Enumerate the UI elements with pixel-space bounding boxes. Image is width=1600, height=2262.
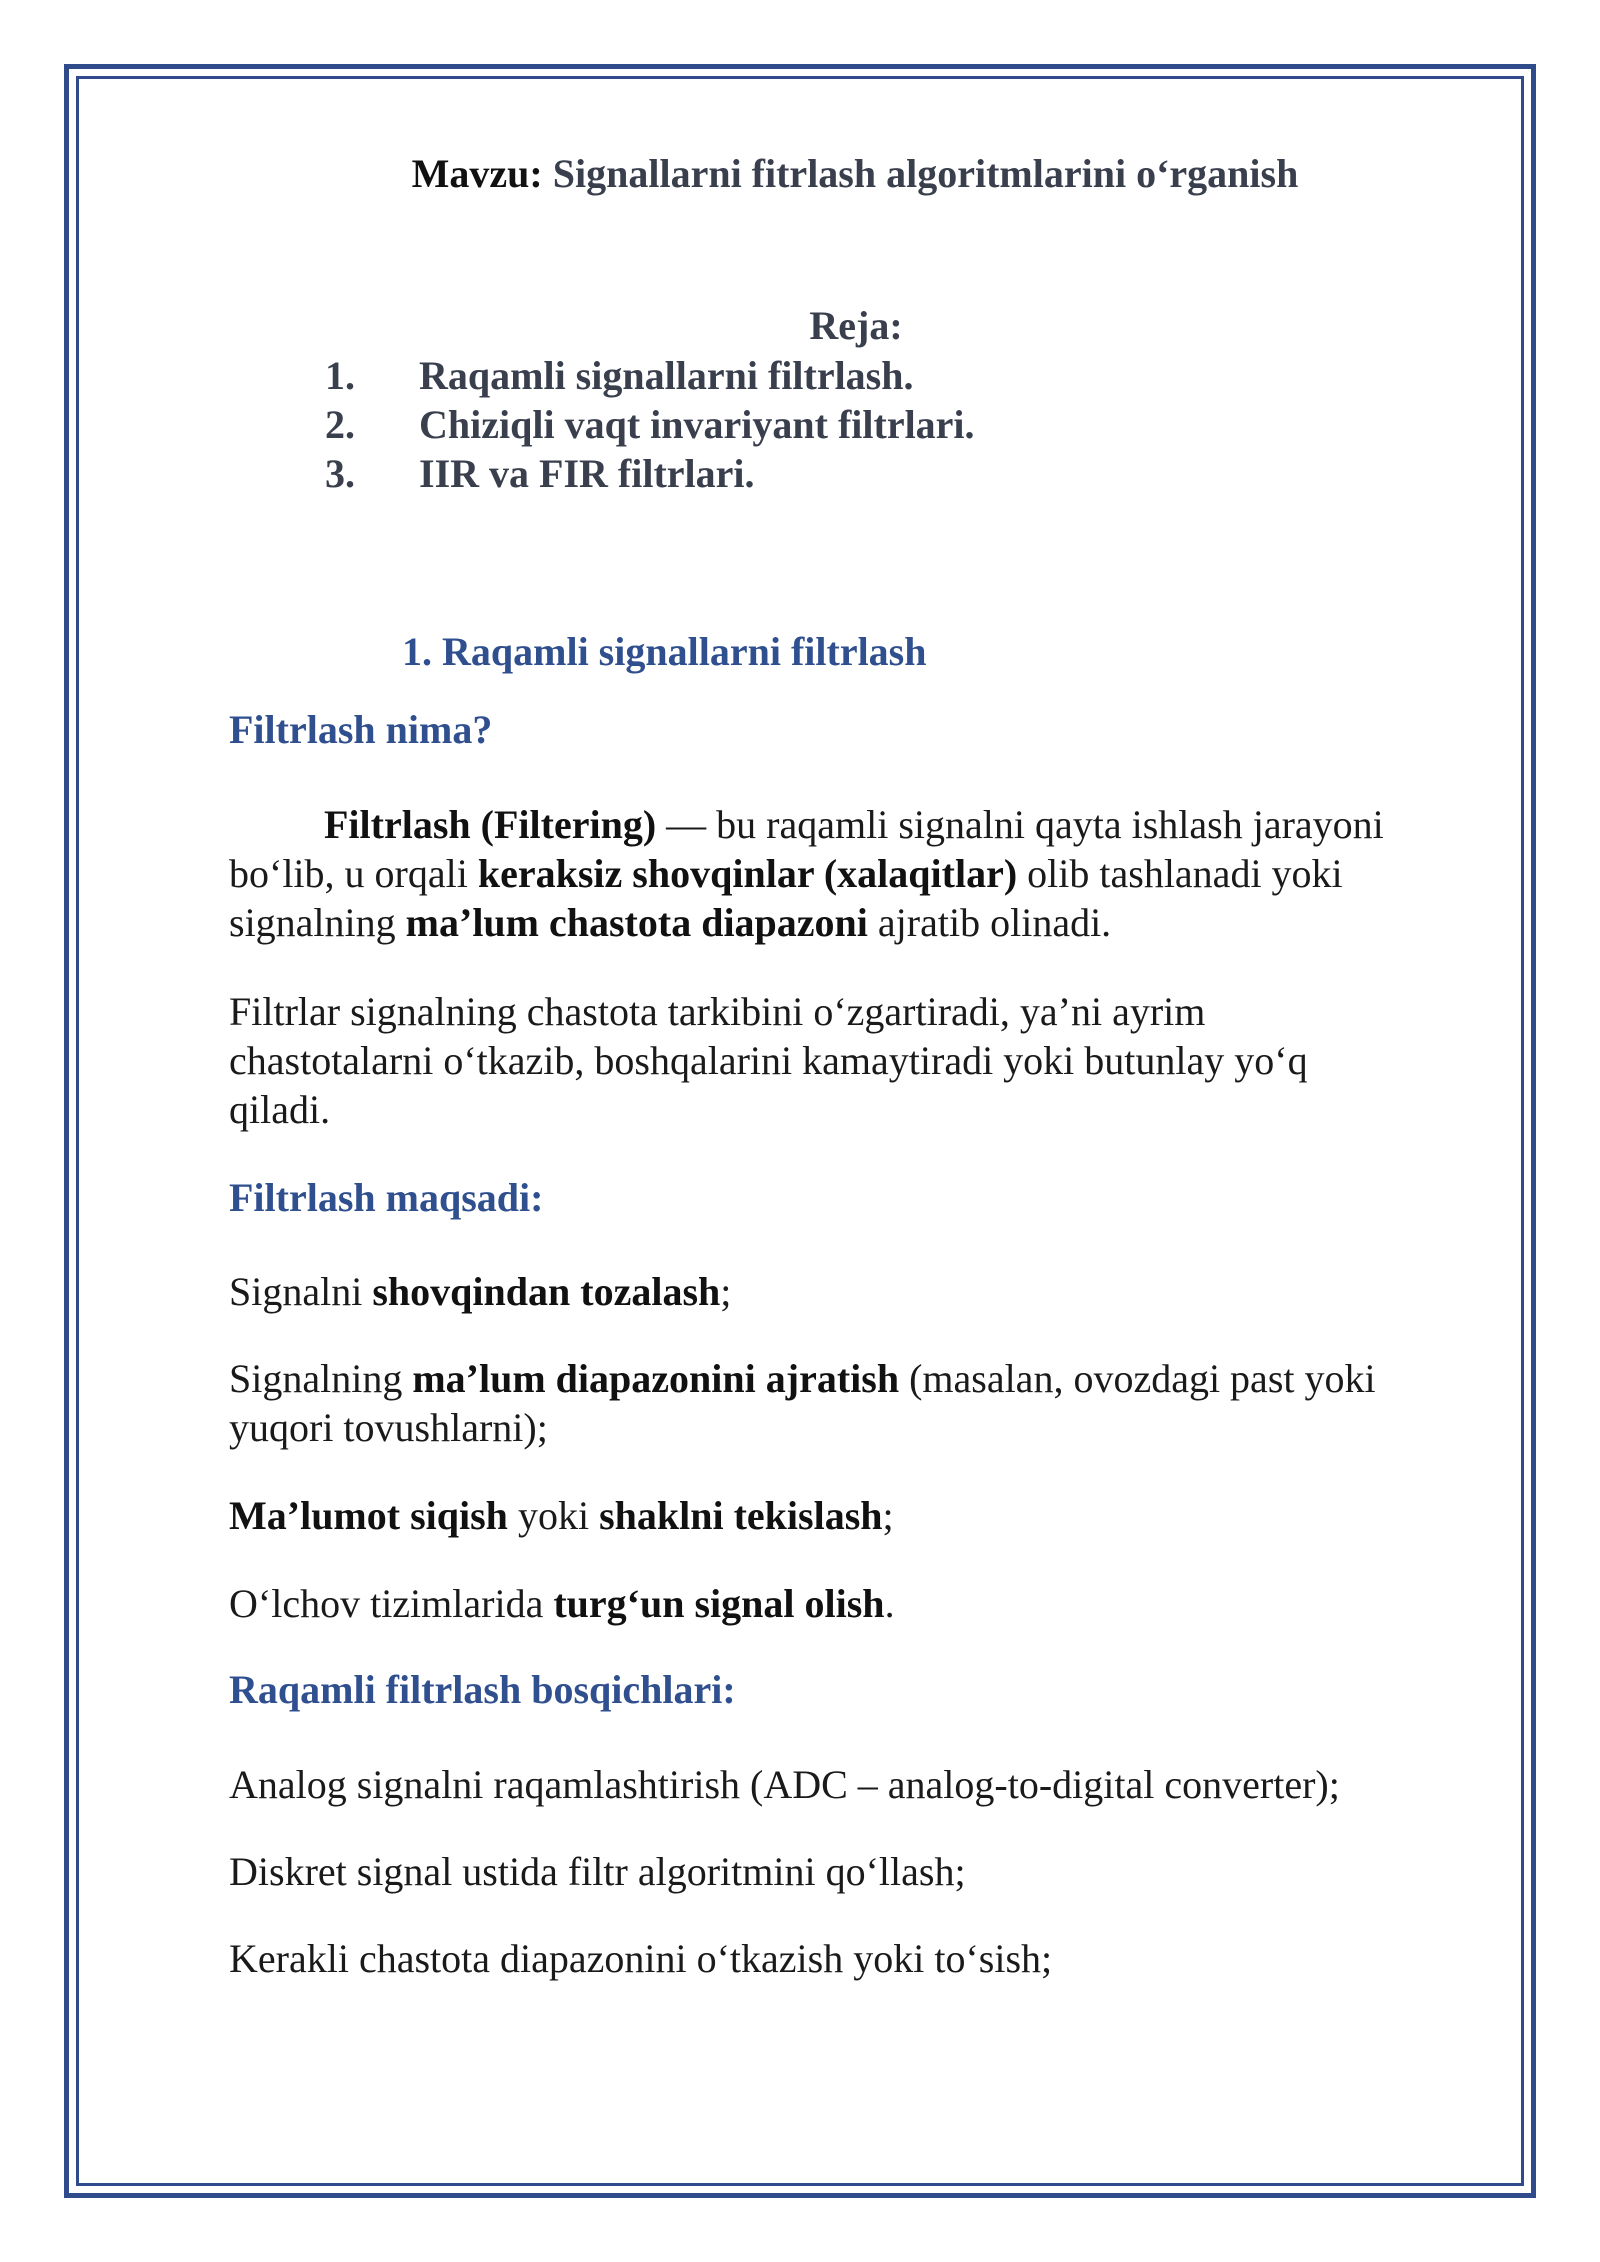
plan-item-text: IIR va FIR filtrlari.	[419, 451, 755, 496]
title-text: Signallarni fitrlash algoritmlarini o‘rganish	[552, 151, 1299, 196]
section-heading: 1. Raqamli signallarni filtrlash	[402, 629, 927, 674]
bold-term: keraksiz shovqinlar (xalaqitlar)	[477, 851, 1018, 896]
bold-term: shaklni tekislash	[599, 1493, 883, 1538]
text-run: olib tashlanadi yoki signalning	[229, 851, 1343, 945]
step-item: Analog signalni raqamlashtirish (ADC – analog-to-digital converter);	[229, 1762, 1340, 1807]
purpose-item	[229, 1491, 894, 1540]
plan-item-text: Raqamli signallarni filtrlash.	[419, 353, 914, 398]
bold-term: Filtrlash (Filtering)	[324, 802, 657, 847]
step-item: Diskret signal ustida filtr algoritmini qo‘llash;	[229, 1849, 966, 1894]
purpose-item	[229, 1267, 731, 1316]
paragraph-filters: Filtrlar signalning chastota tarkibini o‘zgartiradi, ya’ni ayrim chastotalarni o‘tkazib, boshqalarini kamaytiradi yoki butunlay yo‘q qiladi.	[229, 989, 1308, 1132]
paragraph-definition	[229, 800, 1469, 947]
bold-term: ma’lum diapazonini ajratish	[412, 1356, 900, 1401]
plan-item	[0, 401, 1600, 451]
title-label: Mavzu:	[411, 151, 543, 196]
step-item: Kerakli chastota diapazonini o‘tkazish yoki to‘sish;	[229, 1936, 1053, 1981]
purpose-item	[229, 1579, 895, 1628]
text-run: Signalni	[229, 1269, 373, 1314]
text-run: O‘lchov tizimlarida	[229, 1581, 554, 1626]
bold-term: shovqindan tozalash	[372, 1269, 721, 1314]
text-run: .	[884, 1581, 895, 1626]
text-run: — bu raqamli signalni qayta ishlash jarayoni bo‘lib, u orqali	[229, 802, 1384, 896]
document-title	[55, 150, 1600, 197]
text-run: ;	[720, 1269, 732, 1314]
plan-item	[0, 450, 1600, 500]
text-run: Signalning	[229, 1356, 413, 1401]
subheading-purpose: Filtrlash maqsadi:	[229, 1175, 544, 1220]
purpose-item	[229, 1354, 1479, 1452]
text-run: ;	[882, 1493, 894, 1538]
text-run: ajratib olinadi.	[867, 900, 1112, 945]
bold-term: Ma’lumot siqish	[229, 1493, 508, 1538]
bold-term: turg‘un signal olish	[553, 1581, 885, 1626]
plan-item	[0, 352, 1600, 402]
plan-item-text: Chiziqli vaqt invariyant filtrlari.	[419, 402, 975, 447]
text-run: yoki	[507, 1493, 600, 1538]
text-run: (masalan, ovozdagi past yoki yuqori tovushlarni);	[229, 1356, 1376, 1450]
plan-item-number: 1.	[325, 353, 355, 398]
bold-term: ma’lum chastota diapazoni	[405, 900, 868, 945]
plan-item-number: 3.	[325, 451, 355, 496]
plan-item-number: 2.	[325, 402, 355, 447]
subheading-steps: Raqamli filtrlash bosqichlari:	[229, 1667, 736, 1712]
subheading-what: Filtrlash nima?	[229, 707, 493, 752]
plan-heading: Reja:	[809, 303, 903, 348]
